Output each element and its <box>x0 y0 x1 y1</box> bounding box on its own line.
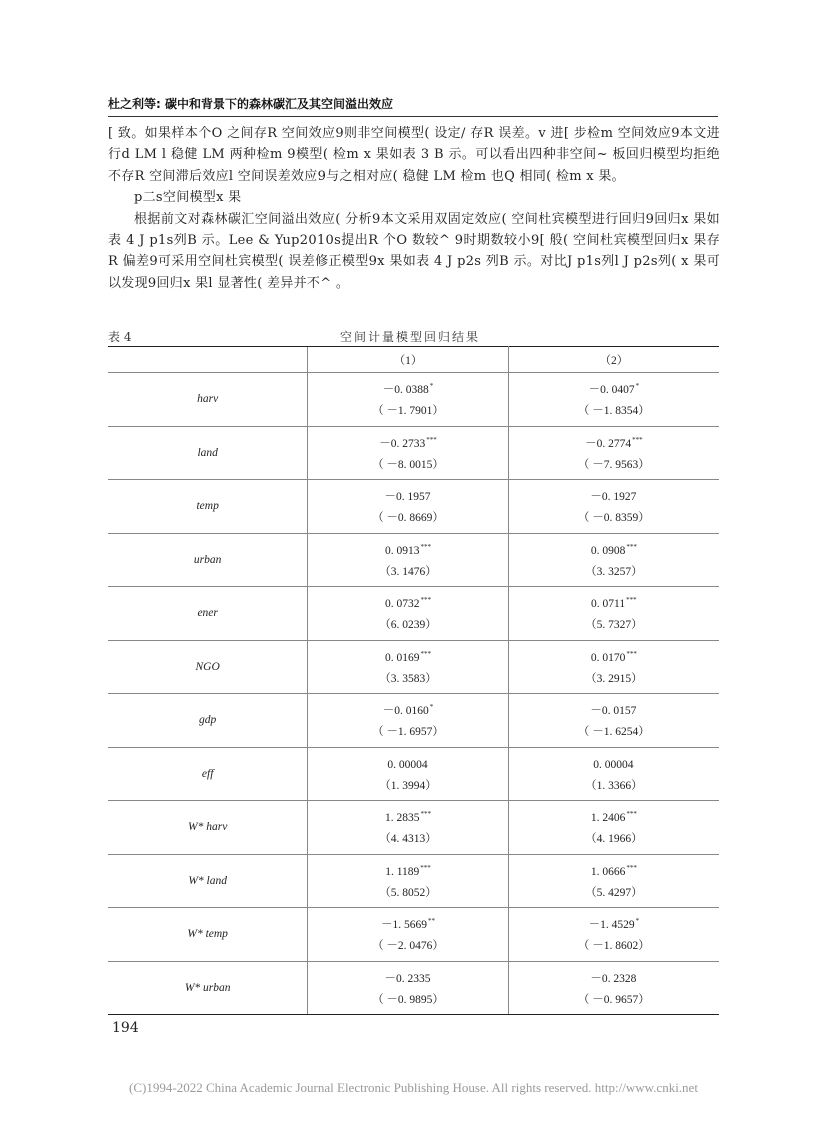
coefficient-value: 1. 2406 <box>590 812 626 825</box>
coefficient <box>509 858 719 883</box>
significance-stars: *** <box>426 435 437 444</box>
coefficient-value: 0. 0169 <box>385 651 420 664</box>
model-2-cell <box>508 426 719 480</box>
coefficient-value: －0. 2774 <box>585 437 632 450</box>
model-1-cell <box>308 426 508 480</box>
coefficient <box>509 965 719 990</box>
coefficient-value: －0. 2335 <box>384 972 431 985</box>
significance-stars: ** <box>428 917 435 926</box>
coefficient-value: 0. 00004 <box>593 758 634 771</box>
table-body <box>108 373 719 1015</box>
coefficient <box>308 751 507 776</box>
t-statistic: （5. 7327） <box>585 619 643 632</box>
t-statistic: （4. 4313） <box>379 833 437 846</box>
t-statistic: （ －8. 0015） <box>372 458 444 471</box>
variable-name: NGO <box>108 640 308 694</box>
coefficient-value: 0. 0913 <box>385 544 420 557</box>
model-1-cell <box>308 480 508 534</box>
model-1-cell <box>308 908 508 962</box>
t-statistic: （3. 1476） <box>379 565 437 578</box>
table-row <box>108 747 719 801</box>
table-title: 空间计量模型回归结果 <box>340 330 481 344</box>
t-statistic: （ －2. 0476） <box>372 940 444 953</box>
t-statistic: （4. 1966） <box>585 833 643 846</box>
paragraph-2: 根据前文对森林碳汇空间溢出效应( 分析9本文采用双固定效应( 空间杜宾模型进行回归9回归x 果如表 4 J p1s列B 示。Lee & Yup2010s提出R 个O 数较^ 9时期数较小9[ 般( 空间杜宾模型回归x 果存R 偏差9可采用空间杜宾模型( 误差修正模型9x 果如表 4 J p2s 列B 示。对比J p1s列l J p2s列( x 果可以发现9回归x 果l 显著性( 差异并不^ 。 <box>108 211 720 291</box>
variable-name: gdp <box>108 694 308 748</box>
t-statistic: （ －1. 8602） <box>577 940 650 953</box>
variable-name: temp <box>108 480 308 534</box>
coefficient <box>509 483 719 508</box>
table-row <box>108 480 719 534</box>
coefficient-value: －1. 4529 <box>588 919 635 932</box>
model-1-cell <box>308 587 508 641</box>
significance-stars: * <box>635 917 640 926</box>
coefficient <box>308 590 507 615</box>
table-row <box>108 426 719 480</box>
coefficient <box>509 376 719 401</box>
model-2-cell <box>508 587 719 641</box>
coefficient <box>509 751 719 776</box>
t-statistic: （ －0. 8669） <box>372 512 444 525</box>
coefficient <box>308 911 507 936</box>
coefficient-value: －0. 0388 <box>382 384 429 397</box>
variable-name: ener <box>108 587 308 641</box>
model-2-cell <box>508 747 719 801</box>
model-2-cell <box>508 908 719 962</box>
significance-stars: *** <box>626 863 637 872</box>
coefficient <box>308 483 507 508</box>
significance-stars: *** <box>420 649 431 658</box>
model-2-cell <box>508 373 719 427</box>
coefficient <box>308 644 507 669</box>
t-statistic: （ －1. 8354） <box>577 405 650 418</box>
coefficient-value: －0. 1927 <box>590 491 637 504</box>
coefficient <box>509 644 719 669</box>
paragraph-1: [ 致。如果样本个O 之间存R 空间效应9则非空间模型( 设定/ 存R 误差。v 进[ 步检m 空间效应9本文进行d LM l 稳健 LM 两种检m 9模型( 检m x 果如表 3 B 示。可以看出四种非空间~ 板回归模型均拒绝不存R 空间滞后效应l 空间误差效应9与之相对应( 稳健 LM 检m 也Q 相同( 检m x 果。 <box>108 126 720 184</box>
significance-stars: *** <box>632 435 643 444</box>
significance-stars: *** <box>420 542 431 551</box>
table-row <box>108 801 719 855</box>
t-statistic: （ －7. 9563） <box>577 458 650 471</box>
model-1-cell <box>308 801 508 855</box>
model-1-cell <box>308 373 508 427</box>
t-statistic: （ －0. 9657） <box>577 993 650 1006</box>
table-row <box>108 908 719 962</box>
model-1-cell <box>308 533 508 587</box>
significance-stars: *** <box>626 810 637 819</box>
variable-name: land <box>108 426 308 480</box>
coefficient-value: －0. 0160 <box>382 705 429 718</box>
coefficient-value: －0. 2733 <box>379 437 426 450</box>
coefficient <box>308 537 507 562</box>
t-statistic: （ －0. 8359） <box>577 512 650 525</box>
table-row <box>108 694 719 748</box>
coefficient <box>308 804 507 829</box>
model-1-cell <box>308 747 508 801</box>
coefficient <box>509 697 719 722</box>
significance-stars: * <box>429 382 434 391</box>
model-2-cell <box>508 961 719 1015</box>
model-1-cell <box>308 854 508 908</box>
t-statistic: （ －1. 6957） <box>372 726 444 739</box>
model-1-cell <box>308 640 508 694</box>
table-row <box>108 533 719 587</box>
significance-stars: *** <box>420 596 431 605</box>
coefficient-value: 0. 0711 <box>591 598 626 611</box>
coefficient <box>509 430 719 455</box>
coefficient-value: 0. 0170 <box>590 651 626 664</box>
coefficient-value: 1. 2835 <box>385 812 420 825</box>
variable-name: eff <box>108 747 308 801</box>
table-row <box>108 854 719 908</box>
coefficient <box>509 911 719 936</box>
t-statistic: （1. 3366） <box>585 779 643 792</box>
coefficient <box>509 590 719 615</box>
variable-name: urban <box>108 533 308 587</box>
t-statistic: （5. 8052） <box>379 886 437 899</box>
coefficient <box>308 697 507 722</box>
variable-name: W* land <box>108 854 308 908</box>
body-text <box>108 123 720 294</box>
coefficient-value: 1. 0666 <box>590 865 626 878</box>
significance-stars: *** <box>420 810 431 819</box>
table-header-blank <box>108 347 308 373</box>
table-row <box>108 961 719 1015</box>
table-row <box>108 587 719 641</box>
model-2-cell <box>508 694 719 748</box>
significance-stars: * <box>635 382 640 391</box>
coefficient-value: －1. 5669 <box>381 919 427 932</box>
table-header-col-1: （1） <box>308 347 508 373</box>
running-header: 杜之利等: 碳中和背景下的森林碳汇及其空间溢出效应 <box>108 97 393 111</box>
t-statistic: （ －1. 6254） <box>577 726 650 739</box>
table-row <box>108 373 719 427</box>
significance-stars: *** <box>626 596 637 605</box>
coefficient <box>509 804 719 829</box>
variable-name: W* urban <box>108 961 308 1015</box>
coefficient <box>308 376 507 401</box>
coefficient <box>308 430 507 455</box>
table-header-col-2: （2） <box>508 347 719 373</box>
coefficient <box>509 537 719 562</box>
coefficient-value: －0. 0157 <box>590 705 637 718</box>
coefficient <box>308 858 507 883</box>
regression-table <box>108 346 719 1015</box>
model-2-cell <box>508 640 719 694</box>
model-2-cell <box>508 480 719 534</box>
variable-name: W* temp <box>108 908 308 962</box>
significance-stars: *** <box>626 649 637 658</box>
t-statistic: （6. 0239） <box>379 619 437 632</box>
coefficient-value: －0. 0407 <box>588 384 635 397</box>
coefficient-value: 0. 0732 <box>385 598 420 611</box>
model-2-cell <box>508 533 719 587</box>
t-statistic: （ －1. 7901） <box>372 405 444 418</box>
model-2-cell <box>508 854 719 908</box>
significance-stars: *** <box>420 863 431 872</box>
model-1-cell <box>308 694 508 748</box>
table-header-row <box>108 347 719 373</box>
t-statistic: （3. 3257） <box>585 565 643 578</box>
coefficient <box>308 965 507 990</box>
variable-name: harv <box>108 373 308 427</box>
t-statistic: （3. 2915） <box>585 672 643 685</box>
coefficient-value: －0. 1957 <box>384 491 431 504</box>
coefficient-value: 1. 1189 <box>385 865 420 878</box>
t-statistic: （1. 3994） <box>379 779 437 792</box>
model-2-cell <box>508 801 719 855</box>
coefficient-value: 0. 00004 <box>387 758 428 771</box>
table-row <box>108 640 719 694</box>
t-statistic: （3. 3583） <box>379 672 437 685</box>
t-statistic: （5. 4297） <box>585 886 643 899</box>
copyright-footer: (C)1994-2022 China Academic Journal Electronic Publishing House. All rights reserved. http://www.cnki.net <box>129 1080 698 1095</box>
significance-stars: * <box>429 703 434 712</box>
page-number: 194 <box>112 1020 139 1036</box>
model-1-cell <box>308 961 508 1015</box>
variable-name: W* harv <box>108 801 308 855</box>
significance-stars: *** <box>626 542 637 551</box>
header-divider <box>108 116 718 117</box>
coefficient-value: －0. 2328 <box>590 972 637 985</box>
section-heading: p二s空间模型x 果 <box>134 190 242 206</box>
table-label: 表 4 <box>108 330 132 344</box>
t-statistic: （ －0. 9895） <box>372 993 444 1006</box>
coefficient-value: 0. 0908 <box>590 544 626 557</box>
